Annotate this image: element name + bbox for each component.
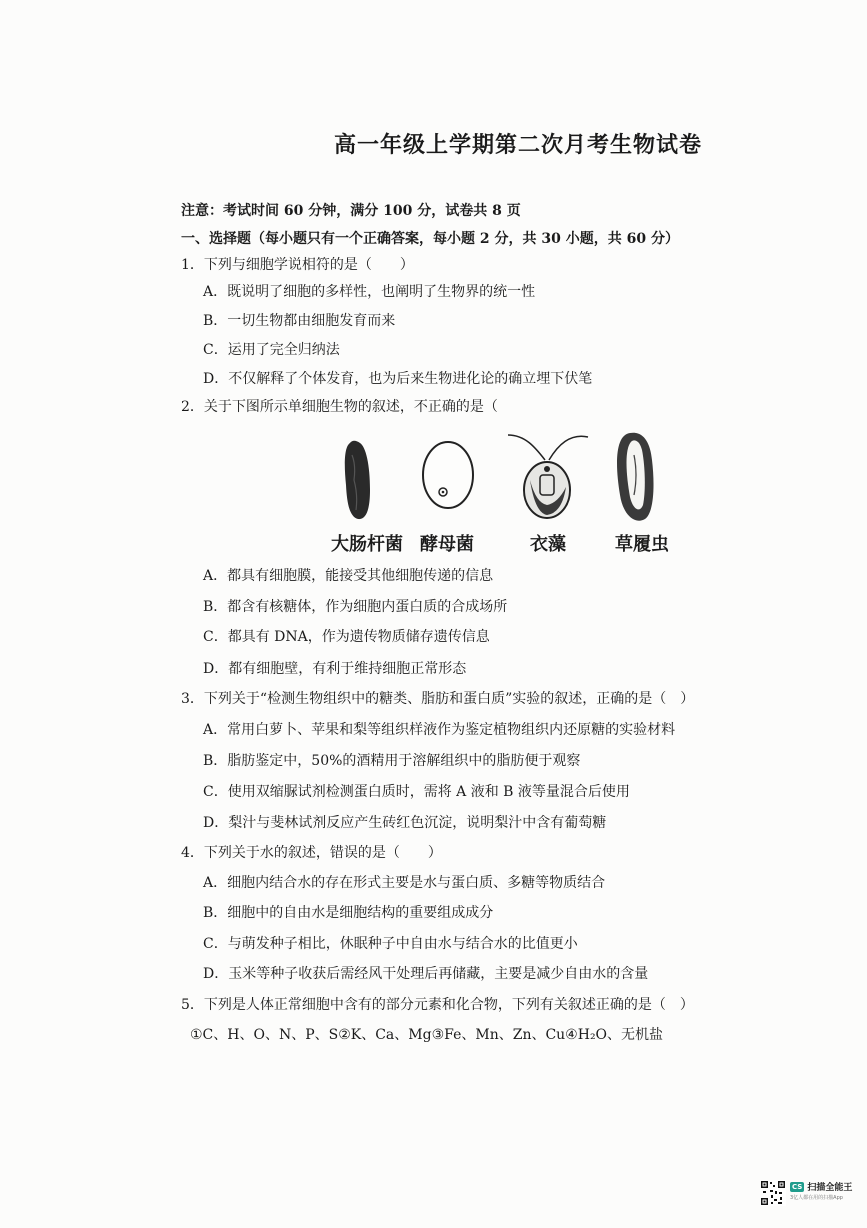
- question-2-option-d: D．都有细胞壁，有利于维持细胞正常形态: [203, 661, 467, 677]
- caption-chlamydomonas: 衣藻: [530, 534, 566, 555]
- caption-yeast: 酵母菌: [420, 534, 474, 555]
- question-1-stem: 1．下列与细胞学说相符的是（ ）: [181, 257, 414, 273]
- question-4-stem: 4．下列关于水的叙述，错误的是（ ）: [181, 845, 442, 861]
- notice: 注意：考试时间 60 分钟，满分 100 分，试卷共 8 页: [181, 203, 521, 219]
- question-3-option-d: D．梨汁与斐林试剂反应产生砖红色沉淀，说明梨汁中含有葡萄糖: [203, 815, 607, 831]
- qr-code-icon: [760, 1180, 786, 1206]
- scanner-watermark: [760, 1180, 860, 1220]
- question-3-option-b: B．脂肪鉴定中，50%的酒精用于溶解组织中的脂肪便于观察: [203, 753, 581, 769]
- question-2-option-b: B．都含有核糖体，作为细胞内蛋白质的合成场所: [203, 599, 508, 615]
- question-3-option-c: C．使用双缩脲试剂检测蛋白质时，需将 A 液和 B 液等量混合后使用: [203, 784, 630, 800]
- question-1-option-d: D．不仅解释了个体发育，也为后来生物进化论的确立埋下伏笔: [203, 371, 593, 387]
- question-4-option-c: C．与萌发种子相比，休眠种子中自由水与结合水的比值更小: [203, 936, 578, 952]
- question-4-option-d: D．玉米等种子收获后需经风干处理后再储藏，主要是减少自由水的含量: [203, 966, 649, 982]
- question-1-option-c: C．运用了完全归纳法: [203, 342, 340, 358]
- yeast-image: [423, 442, 473, 508]
- section-heading: 一、选择题（每小题只有一个正确答案，每小题 2 分，共 30 小题，共 60 分）: [181, 231, 679, 247]
- question-3-option-a: A．常用白萝卜、苹果和梨等组织样液作为鉴定植物组织内还原糖的实验材料: [203, 722, 676, 738]
- chlamydomonas-image: [508, 435, 588, 518]
- exam-title: 高一年级上学期第二次月考生物试卷: [334, 132, 703, 158]
- question-4-option-b: B．细胞中的自由水是细胞结构的重要组成成分: [203, 905, 494, 921]
- paramecium-image: [617, 433, 654, 521]
- question-5-stem: 5．下列是人体正常细胞中含有的部分元素和化合物，下列有关叙述正确的是（ ）: [181, 997, 694, 1013]
- scanner-subtitle: 3亿人都在用的扫描App: [790, 1195, 843, 1201]
- scanner-name: 扫描全能王: [807, 1183, 853, 1193]
- ecoli-image: [345, 441, 370, 519]
- question-2-stem: 2．关于下图所示单细胞生物的叙述，不正确的是（: [181, 399, 498, 415]
- question-1-option-a: A．既说明了细胞的多样性，也阐明了生物界的统一性: [203, 284, 536, 300]
- question-3-stem: 3．下列关于“检测生物组织中的糖类、脂肪和蛋白质”实验的叙述，正确的是（ ）: [181, 691, 695, 707]
- scanner-logo: CS: [792, 1182, 803, 1191]
- question-5-items: ①C、H、O、N、P、S②K、Ca、Mg③Fe、Mn、Zn、Cu④H₂O、无机盐: [190, 1027, 664, 1043]
- question-4-option-a: A．细胞内结合水的存在形式主要是水与蛋白质、多糖等物质结合: [203, 875, 606, 891]
- question-2-option-c: C．都具有 DNA，作为遗传物质储存遗传信息: [203, 629, 490, 645]
- question-1-option-b: B．一切生物都由细胞发育而来: [203, 313, 396, 329]
- cell-figure: [330, 425, 680, 530]
- caption-ecoli: 大肠杆菌: [331, 534, 403, 555]
- question-2-option-a: A．都具有细胞膜，能接受其他细胞传递的信息: [203, 568, 494, 584]
- caption-paramecium: 草履虫: [615, 534, 669, 555]
